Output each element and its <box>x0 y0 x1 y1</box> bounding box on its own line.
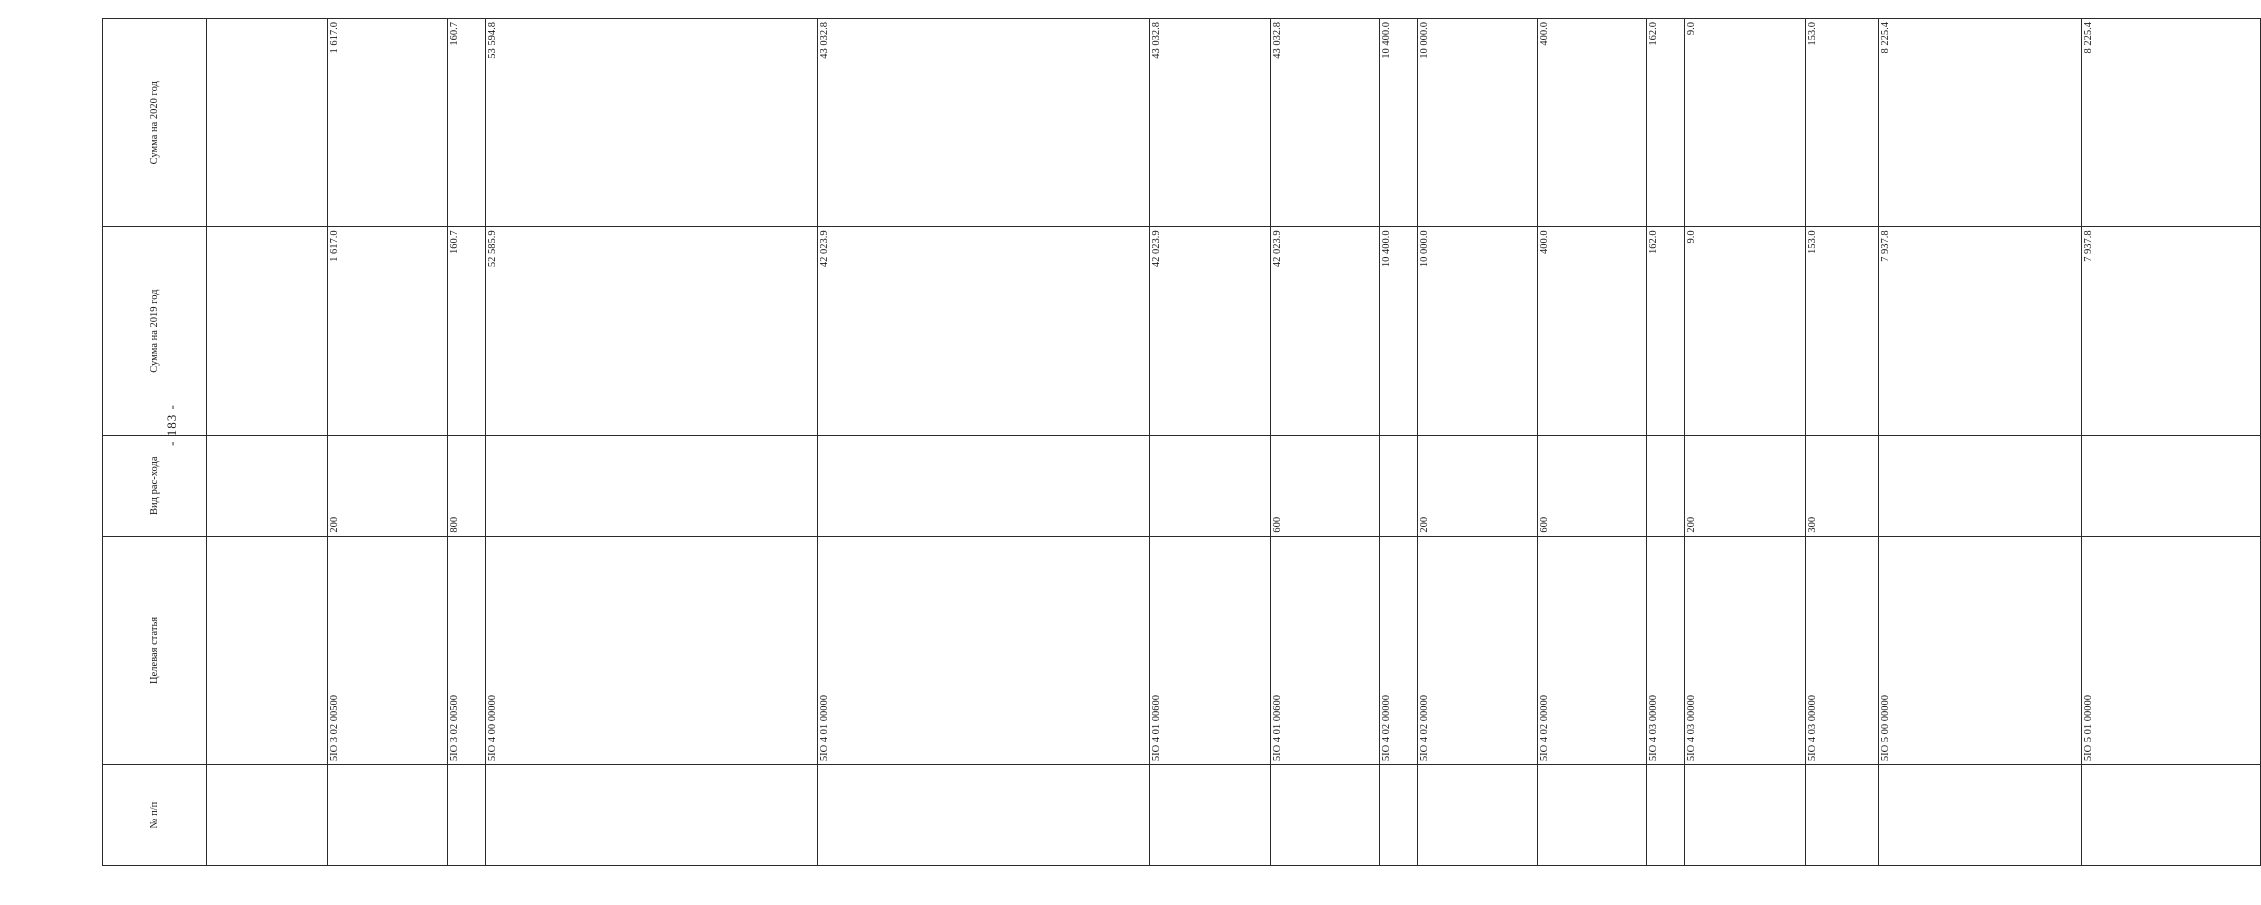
cell-vid: 200 <box>1685 435 1806 536</box>
table-row <box>1879 19 2082 866</box>
cell-vid <box>1150 435 1271 536</box>
cell-num <box>1150 765 1271 866</box>
cell-vid <box>207 435 328 536</box>
cell-sum-2019: 153.0 <box>1805 227 1879 435</box>
cell-vid <box>1379 435 1417 536</box>
budget-table <box>102 18 2261 866</box>
cell-sum-2020 <box>207 19 328 227</box>
table-row <box>1805 19 1879 866</box>
cell-code: 5IO 4 02 00000 <box>1538 536 1647 765</box>
table-row <box>327 19 448 866</box>
cell-num <box>1647 765 1685 866</box>
cell-sum-2019: 10 000.0 <box>1417 227 1538 435</box>
cell-code: 5IO 4 03 00000 <box>1647 536 1685 765</box>
cell-vid: 200 <box>1417 435 1538 536</box>
cell-num <box>1538 765 1647 866</box>
cell-num <box>818 765 1150 866</box>
header-code: Целевая статья <box>103 536 207 765</box>
cell-num <box>207 765 328 866</box>
cell-sum-2019: 7 937.8 <box>2082 227 2261 435</box>
cell-num <box>1685 765 1806 866</box>
cell-sum-2020: 160.7 <box>448 19 486 227</box>
cell-sum-2019: 10 400.0 <box>1379 227 1417 435</box>
cell-vid <box>1647 435 1685 536</box>
cell-sum-2019: 42 023.9 <box>1270 227 1379 435</box>
table-row <box>1538 19 1647 866</box>
cell-sum-2020: 43 032.8 <box>818 19 1150 227</box>
cell-sum-2019: 52 585.9 <box>486 227 818 435</box>
cell-sum-2020: 8 225.4 <box>1879 19 2082 227</box>
cell-vid <box>818 435 1150 536</box>
cell-code: 5IO 3 02 00500 <box>327 536 448 765</box>
cell-sum-2019: 42 023.9 <box>1150 227 1271 435</box>
cell-code: 5IO 4 02 00000 <box>1379 536 1417 765</box>
cell-sum-2019: 7 937.8 <box>1879 227 2082 435</box>
table-row <box>1647 19 1685 866</box>
cell-num <box>486 765 818 866</box>
cell-sum-2020: 153.0 <box>1805 19 1879 227</box>
cell-code <box>207 536 328 765</box>
cell-num <box>1879 765 2082 866</box>
cell-sum-2020: 400.0 <box>1538 19 1647 227</box>
header-vid: Вид рас-хода <box>103 435 207 536</box>
table-row <box>2082 19 2261 866</box>
cell-num <box>448 765 486 866</box>
cell-sum-2020: 162.0 <box>1647 19 1685 227</box>
cell-code: 5IO 4 02 00000 <box>1417 536 1538 765</box>
table-row <box>1150 19 1271 866</box>
table-header-row <box>103 19 207 866</box>
header-sum-2020: Сумма на 2020 год <box>103 19 207 227</box>
cell-num <box>1417 765 1538 866</box>
cell-num <box>1805 765 1879 866</box>
table-row <box>1270 19 1379 866</box>
table-body <box>207 19 2261 866</box>
cell-vid <box>1879 435 2082 536</box>
cell-vid: 300 <box>1805 435 1879 536</box>
table-row <box>1379 19 1417 866</box>
cell-sum-2019: 160.7 <box>448 227 486 435</box>
cell-num <box>1379 765 1417 866</box>
cell-code: 5IO 4 00 00000 <box>486 536 818 765</box>
cell-vid: 600 <box>1270 435 1379 536</box>
cell-sum-2020: 1 617.0 <box>327 19 448 227</box>
cell-code: 5IO 3 02 00500 <box>448 536 486 765</box>
cell-code: 5IO 4 01 00600 <box>1270 536 1379 765</box>
cell-sum-2019: 162.0 <box>1647 227 1685 435</box>
table-row <box>818 19 1150 866</box>
cell-vid: 600 <box>1538 435 1647 536</box>
table-row <box>1417 19 1538 866</box>
cell-sum-2019: 1 617.0 <box>327 227 448 435</box>
page-number: - 183 - <box>164 404 179 446</box>
table-row <box>1685 19 1806 866</box>
cell-sum-2020: 8 225.4 <box>2082 19 2261 227</box>
cell-sum-2020: 43 032.8 <box>1270 19 1379 227</box>
table-row <box>486 19 818 866</box>
header-sum-2019: Сумма на 2019 год <box>103 227 207 435</box>
cell-code: 5IO 4 03 00000 <box>1805 536 1879 765</box>
header-num: № п/п <box>103 765 207 866</box>
cell-code: 5IO 4 01 00600 <box>1150 536 1271 765</box>
cell-sum-2020: 10 000.0 <box>1417 19 1538 227</box>
cell-sum-2020: 9.0 <box>1685 19 1806 227</box>
cell-code: 5IO 4 01 00000 <box>818 536 1150 765</box>
cell-vid <box>486 435 818 536</box>
table-row <box>448 19 486 866</box>
cell-num <box>1270 765 1379 866</box>
cell-sum-2019: 400.0 <box>1538 227 1647 435</box>
cell-vid <box>2082 435 2261 536</box>
cell-code: 5IO 5 00 00000 <box>1879 536 2082 765</box>
cell-sum-2019 <box>207 227 328 435</box>
cell-vid: 800 <box>448 435 486 536</box>
budget-table-rotated <box>102 18 2094 866</box>
cell-code: 5IO 4 03 00000 <box>1685 536 1806 765</box>
cell-sum-2020: 43 032.8 <box>1150 19 1271 227</box>
cell-sum-2020: 10 400.0 <box>1379 19 1417 227</box>
table-row <box>207 19 328 866</box>
cell-code: 5IO 5 01 00000 <box>2082 536 2261 765</box>
cell-sum-2020: 53 594.8 <box>486 19 818 227</box>
cell-num <box>327 765 448 866</box>
cell-sum-2019: 42 023.9 <box>818 227 1150 435</box>
cell-num <box>2082 765 2261 866</box>
cell-vid: 200 <box>327 435 448 536</box>
cell-sum-2019: 9.0 <box>1685 227 1806 435</box>
